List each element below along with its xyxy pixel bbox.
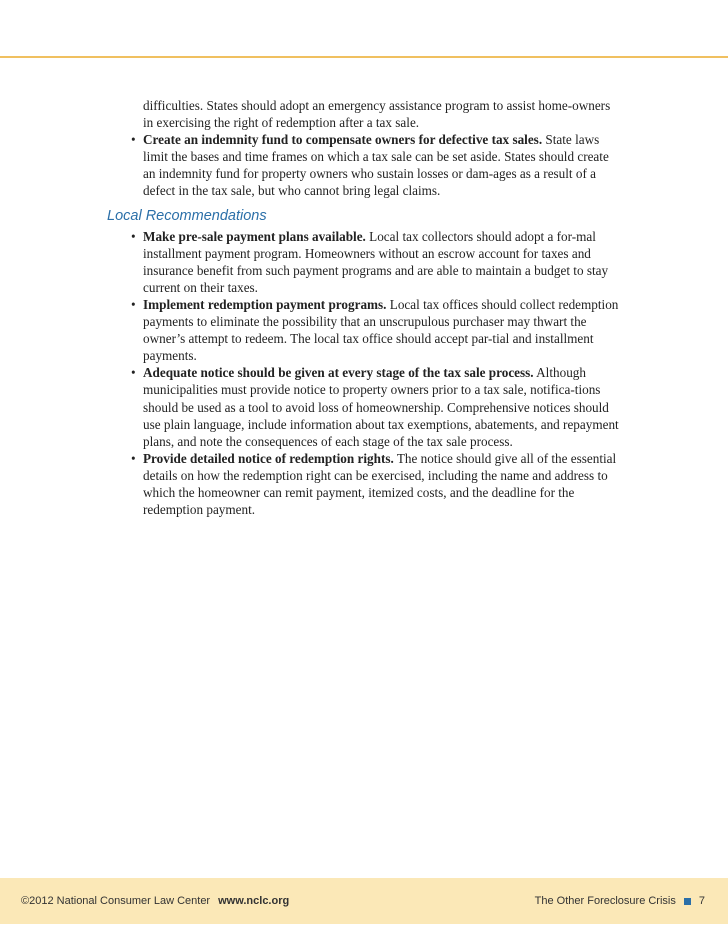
bullet-text: Local tax offices should collect redemption payments to eliminate the possibility that an unscrupulous purchaser may thwart the owner’s attempt to redeem. The local tax office should accept par-tial and installment payments. <box>143 296 619 364</box>
website-link[interactable]: www.nclc.org <box>218 895 290 907</box>
bullet-lead: Adequate notice should be given at every stage of the tax sale process. <box>143 365 534 381</box>
page-footer <box>0 878 728 924</box>
top-rule <box>0 56 728 58</box>
footer-right <box>535 895 705 907</box>
bullet-lead: Provide detailed notice of redemption rights. <box>143 450 394 466</box>
bullet-icon: • <box>131 296 136 312</box>
bullet-item <box>131 450 621 518</box>
publication-title: The Other Foreclosure Crisis <box>534 895 676 907</box>
page-content <box>0 97 728 518</box>
bullet-icon: • <box>131 132 136 148</box>
bullet-item <box>131 364 621 449</box>
bullet-icon: • <box>131 365 136 381</box>
bullet-item <box>131 131 621 199</box>
bullet-icon: • <box>131 450 136 466</box>
bullet-item <box>131 228 621 296</box>
bullet-lead: Implement redemption payment programs. <box>143 296 387 312</box>
bullet-item <box>131 296 621 364</box>
bullet-text: Although municipalities must provide notice to property owners prior to a tax sale, notifica-tions should be used as a tool to avoid loss of homeownership. Comprehensive notices should use plain language, include information about tax exemptions, abatements, and repayment plans, and note the consequences of each stage of the tax sale process. <box>143 365 619 449</box>
bullet-lead: Create an indemnity fund to compensate owners for defective tax sales. <box>143 132 543 148</box>
bullet-text: The notice should give all of the essential details on how the redemption right can be exercised, including the name and address to which the homeowner can remit payment, itemized costs, and the deadline for the redemption payment. <box>143 450 617 518</box>
section-heading: Local Recommendations <box>107 207 267 224</box>
footer-left <box>21 895 289 907</box>
square-bullet-icon <box>684 898 691 905</box>
bullet-text: Local tax collectors should adopt a for-mal installment payment program. Homeowners without an escrow account for taxes and insurance benefit from such payment programs and are able to maintain a budget to stay current on their taxes. <box>143 228 609 295</box>
bullet-lead: Make pre-sale payment plans available. <box>143 228 366 244</box>
bullet-text: State laws limit the bases and time frames on which a tax sale can be set aside. States should create an indemnity fund for property owners who sustain losses or dam-ages as a result of a defect in the tax sale, but who cannot bring legal claims. <box>143 132 609 199</box>
bullet-icon: • <box>131 228 136 244</box>
copyright: ©2012 National Consumer Law Center <box>21 895 211 907</box>
page-number: 7 <box>698 895 705 907</box>
continuation-paragraph: difficulties. States should adopt an emergency assistance program to assist home-owners in exercising the right of redemption after a tax sale. <box>143 98 611 131</box>
